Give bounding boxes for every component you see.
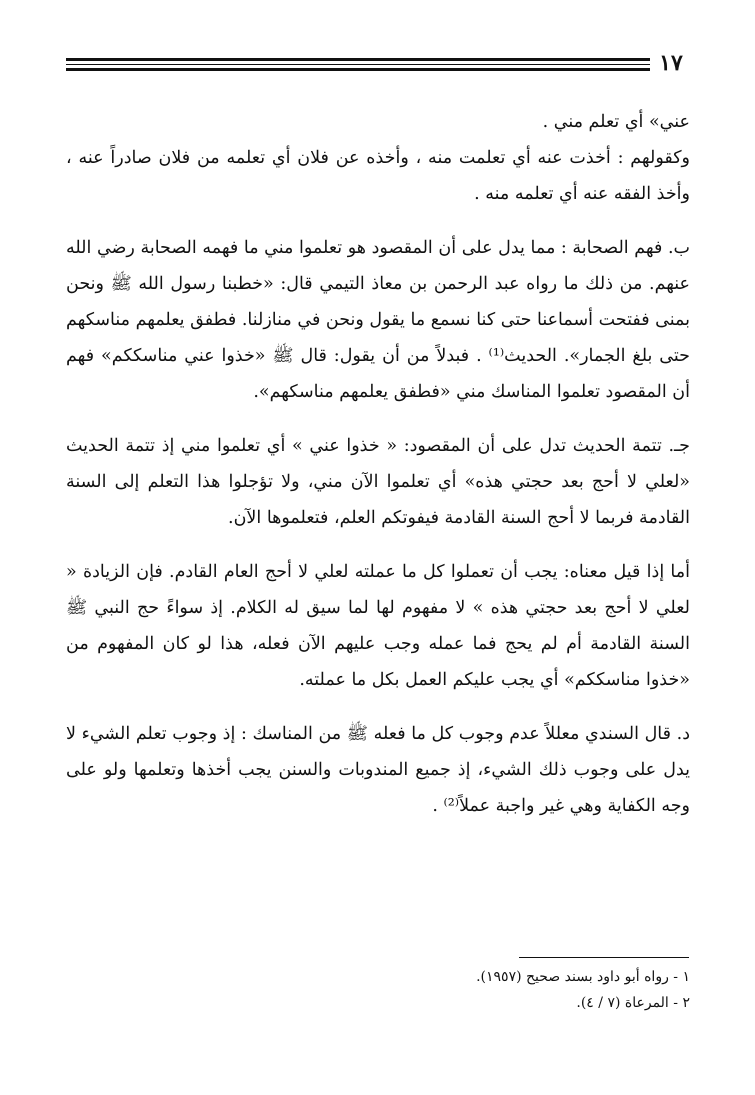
footnote: ١ - رواه أبو داود بسند صحيح (١٩٥٧). — [476, 969, 690, 985]
paragraph: د. قال السندي معللاً عدم وجوب كل ما فعله ﷺ من المناسك : إذ وجوب تعلم الشيء لا يدل على وجوب ذلك الشيء، إذ جميع المندوبات والسنن يجب أخذها وتعلمها ولو على وجه الكفاية وهي غير واجبة عملاً⁽²⁾ . — [66, 724, 690, 816]
footnote: ٢ - المرعاة (٧ / ٤). — [576, 995, 690, 1011]
paragraph: أما إذا قيل معناه: يجب أن تعملوا كل ما عملته لعلي لا أحج العام القادم. فإن الزيادة « لعلي لا أحج بعد حجتي هذه » لا مفهوم لها لما سيق له الكلام. إذ سواءً حج النبي ﷺ السنة القادمة أم لم يحج فما عمله وجب عليهم الآن فعله، هذا لو كان المفهوم من «خذوا مناسككم» أي يجب عليكم العمل بكل ما عملته. — [66, 562, 690, 690]
paragraph: جـ. تتمة الحديث تدل على أن المقصود: « خذوا عني » أي تعلموا مني إذ تتمة الحديث «لعلي لا أحج بعد حجتي هذه» أي تعلموا الآن مني، ولا تؤجلوا هذا التعلم إلى السنة القادمة فربما لا أحج السنة القادمة فيفوتكم العلم، فتعلموها الآن. — [66, 436, 690, 528]
page-header — [66, 50, 688, 76]
header-rule — [66, 64, 650, 65]
header-rule — [66, 68, 650, 71]
footnote-separator — [519, 957, 689, 958]
page-number: ١٧ — [659, 50, 683, 76]
paragraph: عني» أي تعلم مني . — [542, 112, 690, 132]
paragraph: ب. فهم الصحابة : مما يدل على أن المقصود هو تعلموا مني ما فهمه الصحابة رضي الله عنهم. من ذلك ما رواه عبد الرحمن بن معاذ التيمي قال: «خطبنا رسول الله ﷺ ونحن بمنى ففتحت أسماعنا حتى كنا نسمع ما يقول ونحن في منازلنا. فطفق يعلمهم مناسكهم حتى بلغ الجمار». الحديث⁽¹⁾ . فبدلاً من أن يقول: قال ﷺ «خذوا عني مناسككم» فهم أن المقصود تعلموا المناسك مني «فطفق يعلمهم مناسكهم». — [66, 238, 690, 402]
body-text — [66, 104, 690, 824]
paragraph: وكقولهم : أخذت عنه أي تعلمت منه ، وأخذه عن فلان أي تعلمه من فلان صادراً عنه ، وأخذ الفقه عنه أي تعلمه منه . — [66, 148, 690, 204]
header-rule — [66, 58, 650, 61]
footnotes — [66, 964, 690, 1016]
